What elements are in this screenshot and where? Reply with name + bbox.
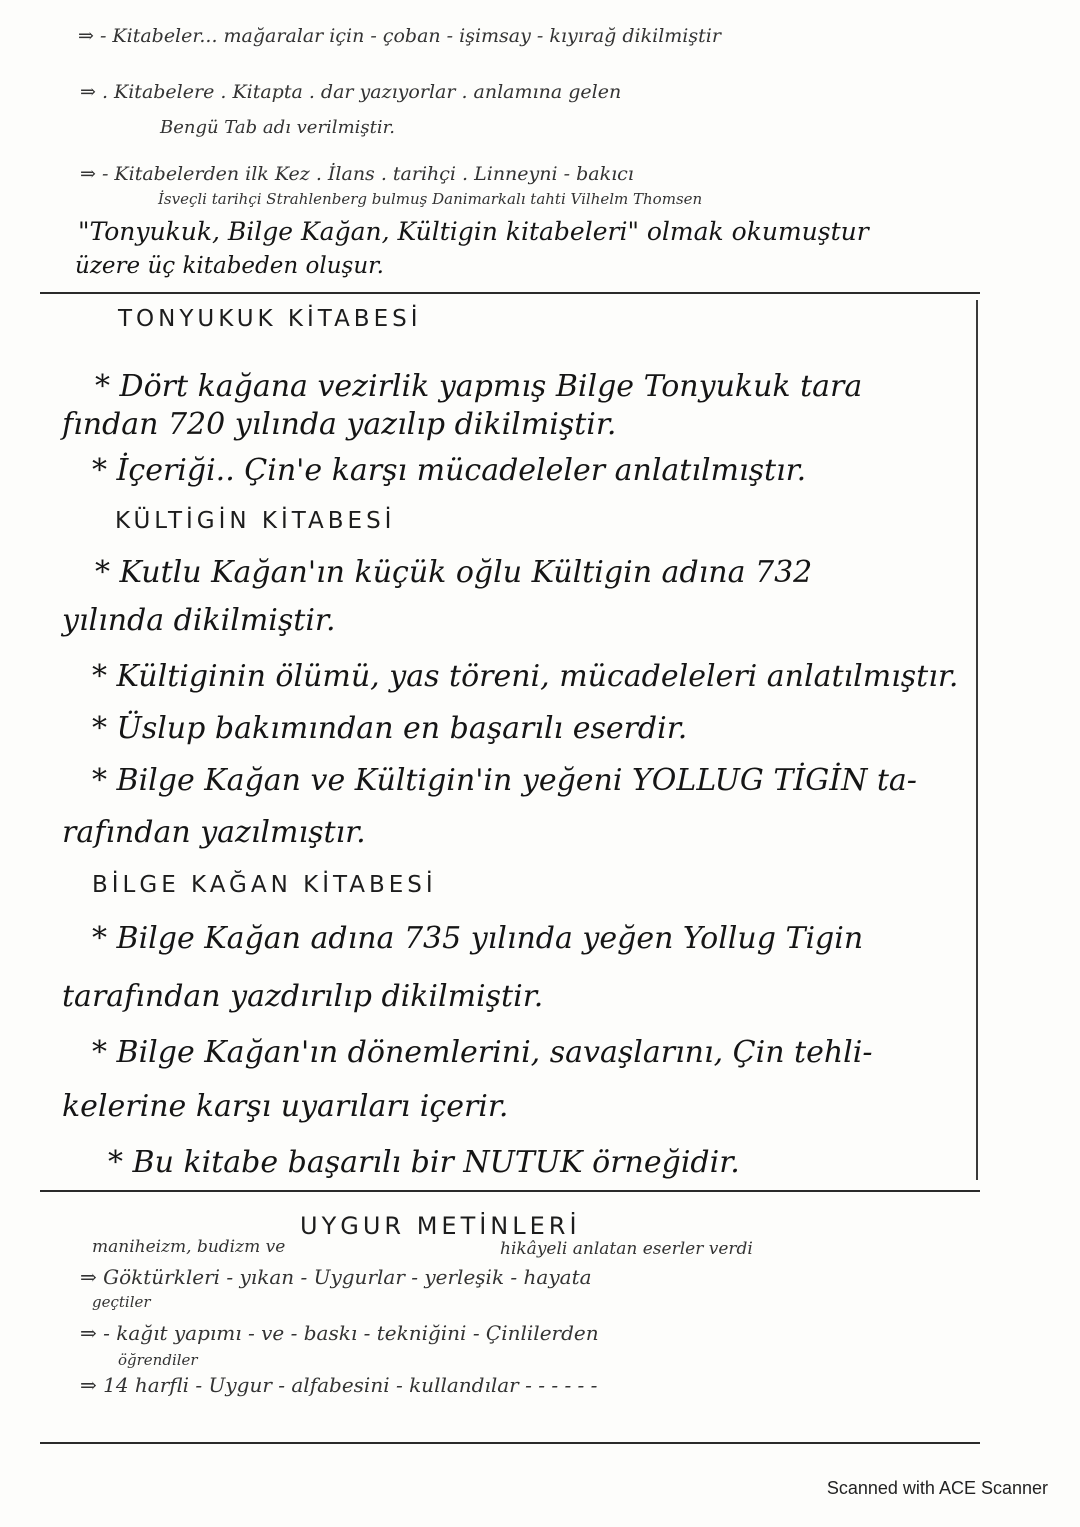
bilge-line-4: kelerine karşı uyarıları içerir. <box>62 1089 509 1124</box>
tonyukuk-line-1: * Dört kağana vezirlik yapmış Bilge Tonyukuk tara <box>95 369 863 404</box>
divider-3 <box>40 1442 980 1444</box>
bilge-line-2: tarafından yazdırılıp dikilmiştir. <box>62 979 544 1014</box>
tonyukuk-line-3: * İçeriği.. Çin'e karşı mücadeleler anlatılmıştır. <box>92 453 807 488</box>
uygur-line-1: ⇒ Göktürkleri - yıkan - Uygurlar - yerleşik - hayata <box>80 1265 592 1289</box>
uygur-heading: UYGUR METİNLERİ <box>300 1212 581 1240</box>
bilge-line-5: * Bu kitabe başarılı bir NUTUK örneğidir. <box>108 1145 740 1180</box>
kultigin-line-3: * Kültiginin ölümü, yas töreni, mücadeleleri anlatılmıştır. <box>92 659 959 694</box>
intro-line-2: ⇒ . Kitabelere . Kitapta . dar yazıyorlar . anlamına gelen <box>80 81 622 103</box>
tonyukuk-line-2: fından 720 yılında yazılıp dikilmiştir. <box>62 407 617 442</box>
uygur-line-5: ⇒ 14 harfli - Uygur - alfabesini - kullandılar - - - - - - <box>80 1373 598 1397</box>
uygur-note-2: hikâyeli anlatan eserler verdi <box>500 1239 753 1259</box>
kultigin-line-2: yılında dikilmiştir. <box>62 603 336 638</box>
scanner-watermark: Scanned with ACE Scanner <box>826 1478 1048 1498</box>
uygur-note-1: maniheizm, budizm ve <box>92 1237 286 1257</box>
kultigin-line-1: * Kutlu Kağan'ın küçük oğlu Kültigin adına 732 <box>95 555 813 590</box>
kultigin-line-5: * Bilge Kağan ve Kültigin'in yeğeni YOLLUG TİGİN ta- <box>92 763 917 798</box>
kultigin-heading: KÜLTİGİN KİTABESİ <box>115 508 396 534</box>
tonyukuk-heading: TONYUKUK KİTABESİ <box>118 306 422 332</box>
kultigin-line-4: * Üslup bakımından en başarılı eserdir. <box>92 711 688 746</box>
intro-line-3: Bengü Tab adı verilmiştir. <box>160 117 395 138</box>
uygur-line-2: geçtiler <box>92 1293 151 1311</box>
intro-line-1: ⇒ - Kitabeler... mağaralar için - çoban - işimsay - kıyırağ dikilmiştir <box>78 25 721 47</box>
intro-line-6: "Tonyukuk, Bilge Kağan, Kültigin kitabeleri" olmak okumuştur <box>78 217 869 246</box>
divider-2 <box>40 1190 980 1192</box>
uygur-line-4: öğrendiler <box>118 1351 198 1369</box>
bilge-line-3: * Bilge Kağan'ın dönemlerini, savaşlarını, Çin tehli- <box>92 1035 873 1070</box>
intro-line-5: İsveçli tarihçi Strahlenberg bulmuş Danimarkalı tahti Vilhelm Thomsen <box>158 190 703 208</box>
intro-line-7: üzere üç kitabeden oluşur. <box>75 253 384 279</box>
bilge-heading: BİLGE KAĞAN KİTABESİ <box>92 872 437 898</box>
bilge-line-1: * Bilge Kağan adına 735 yılında yeğen Yollug Tigin <box>92 921 864 956</box>
intro-line-4: ⇒ - Kitabelerden ilk Kez . İlans . tarihçi . Linneyni - bakıcı <box>80 163 634 185</box>
right-margin-line <box>976 300 978 1180</box>
kultigin-line-6: rafından yazılmıştır. <box>62 815 366 850</box>
uygur-line-3: ⇒ - kağıt yapımı - ve - baskı - tekniğini - Çinlilerden <box>80 1321 599 1345</box>
divider-1 <box>40 292 980 294</box>
